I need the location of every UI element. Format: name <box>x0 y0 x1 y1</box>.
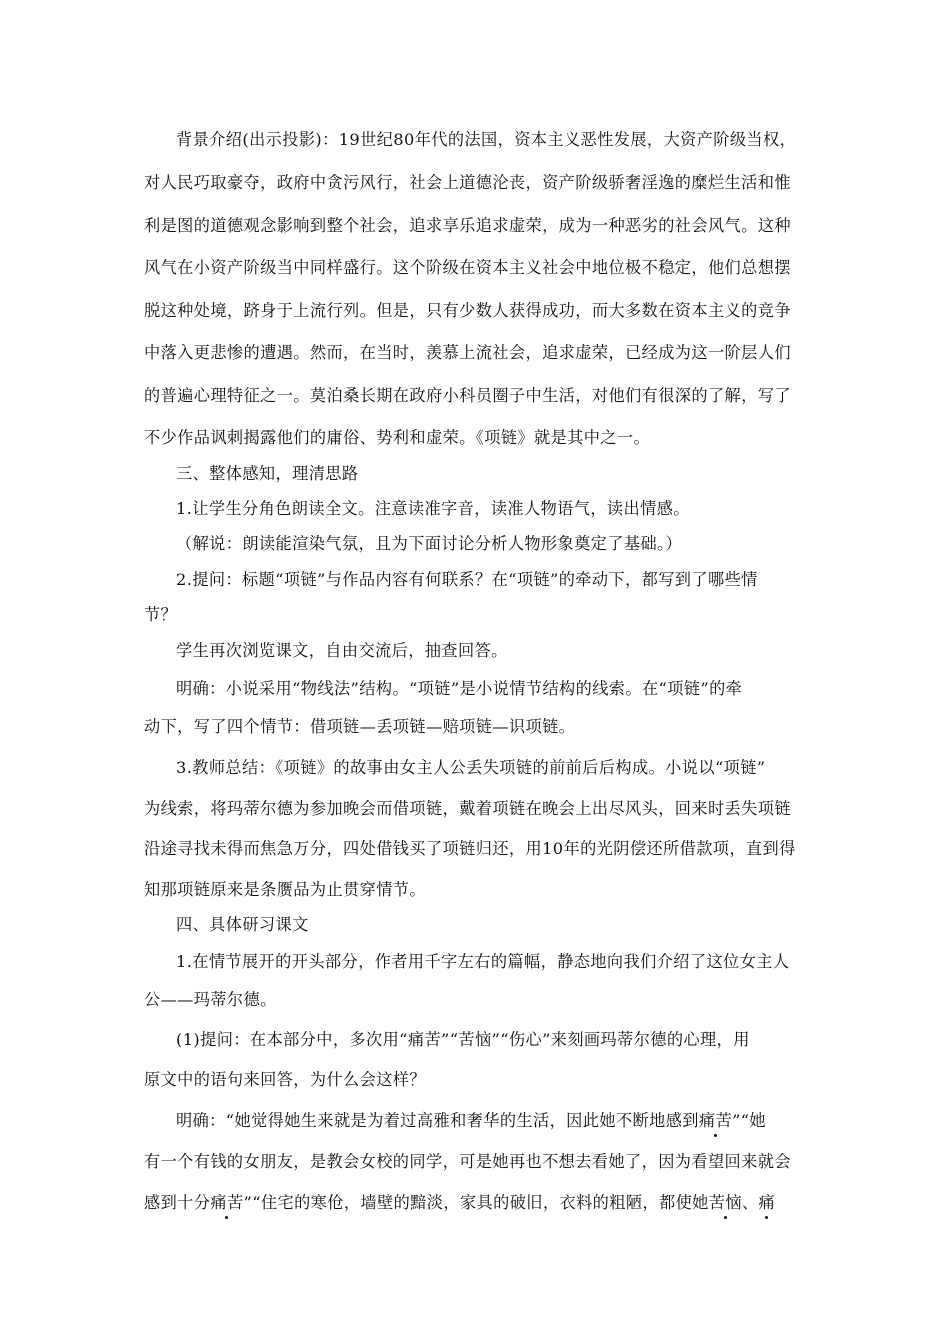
emphasized-text: 苦恼 <box>708 1193 742 1212</box>
paragraph-line: 明确：小说采用“物线法”结构。“项链”是小说情节结构的线索。在“项链”的牵 <box>176 679 743 698</box>
text-run: ”“她 <box>732 1111 767 1130</box>
paragraph-line: 背景介绍(出示投影)：19世纪80年代的法国，资本主义恶性发展，大资产阶级当权， <box>176 130 797 149</box>
paragraph-line: 脱这种处境，跻身于上流行列。但是，只有少数人获得成功，而大多数在资本主义的竞争 <box>144 301 791 320</box>
emphasized-text: 痛 <box>758 1193 776 1212</box>
paragraph-line <box>144 1189 775 1213</box>
section-heading: 四、具体研习课文 <box>176 915 309 934</box>
paragraph-line: 沿途寻找未得而焦急万分，四处借钱买了项链归还，用10年的光阴偿还所借款项，直到得 <box>144 839 796 858</box>
paragraph-line: 不少作品讽刺揭露他们的庸俗、势利和虚荣。《项链》就是其中之一。 <box>144 428 651 447</box>
paragraph-line: 节？ <box>144 605 178 624</box>
paragraph-line: 中落入更悲惨的遭遇。然而，在当时，羡慕上流社会，追求虚荣，已经成为这一阶层人们 <box>144 343 791 362</box>
paragraph-line: 学生再次浏览课文，自由交流后，抽查回答。 <box>176 641 508 660</box>
paragraph-line: 为线索，将玛蒂尔德为参加晚会而借项链，戴着项链在晚会上出尽风头，回来时丢失项链 <box>144 799 791 818</box>
paragraph-line: （解说：朗读能渲染气氛，且为下面讨论分析人物形象奠定了基础。） <box>176 534 683 553</box>
paragraph-line: 公——玛蒂尔德。 <box>144 990 277 1009</box>
paragraph-line: 知那项链原来是条赝品为止贯穿情节。 <box>144 880 426 899</box>
paragraph-line: 的普遍心理特征之一。莫泊桑长期在政府小科员圈子中生活，对他们有很深的了解，写了 <box>144 386 791 405</box>
paragraph-line <box>176 1107 766 1131</box>
paragraph-line: 动下，写了四个情节：借项链—丢项链—赔项链—识项链。 <box>144 717 576 736</box>
text-run: 明确：“她觉得她生来就是为着过高雅和奢华的生活，因此她不断地感到 <box>176 1111 699 1130</box>
paragraph-line: 原文中的语句来回答，为什么会这样？ <box>144 1070 426 1089</box>
paragraph-line: 2.提问：标题“项链”与作品内容有何联系？在“项链”的牵动下，都写到了哪些情 <box>176 570 758 589</box>
text-run: 、 <box>741 1193 759 1212</box>
paragraph-line: 风气在小资产阶级当中同样盛行。这个阶级在资本主义社会中地位极不稳定，他们总想摆 <box>144 258 791 277</box>
paragraph-line: 1.让学生分角色朗读全文。注意读准字音，读准人物语气，读出情感。 <box>176 499 690 518</box>
text-run: ”“住宅的寒伧，墙壁的黯淡，家具的破旧，衣料的粗陋，都使她 <box>243 1193 709 1212</box>
emphasized-text: 痛苦 <box>210 1193 244 1212</box>
section-heading: 三、整体感知，理清思路 <box>176 464 359 483</box>
paragraph-line: (1)提问：在本部分中，多次用“痛苦”“苦恼”“伤心”来刻画玛蒂尔德的心理，用 <box>176 1030 750 1049</box>
emphasized-text: 痛苦 <box>698 1111 733 1130</box>
text-run: 感到十分 <box>144 1193 211 1212</box>
paragraph-line: 3.教师总结：《项链》的故事由女主人公丢失项链的前前后后构成。小说以“项链” <box>176 758 766 777</box>
paragraph-line: 有一个有钱的女朋友，是教会女校的同学，可是她再也不想去看她了，因为看望回来就会 <box>144 1152 791 1171</box>
paragraph-line: 1.在情节展开的开头部分，作者用千字左右的篇幅，静态地向我们介绍了这位女主人 <box>176 952 790 971</box>
paragraph-line: 对人民巧取豪夺，政府中贪污风行，社会上道德沦丧，资产阶级骄奢淫逸的糜烂生活和惟 <box>144 173 791 192</box>
paragraph-line: 利是图的道德观念影响到整个社会，追求享乐追求虚荣，成为一种恶劣的社会风气。这种 <box>144 216 791 235</box>
